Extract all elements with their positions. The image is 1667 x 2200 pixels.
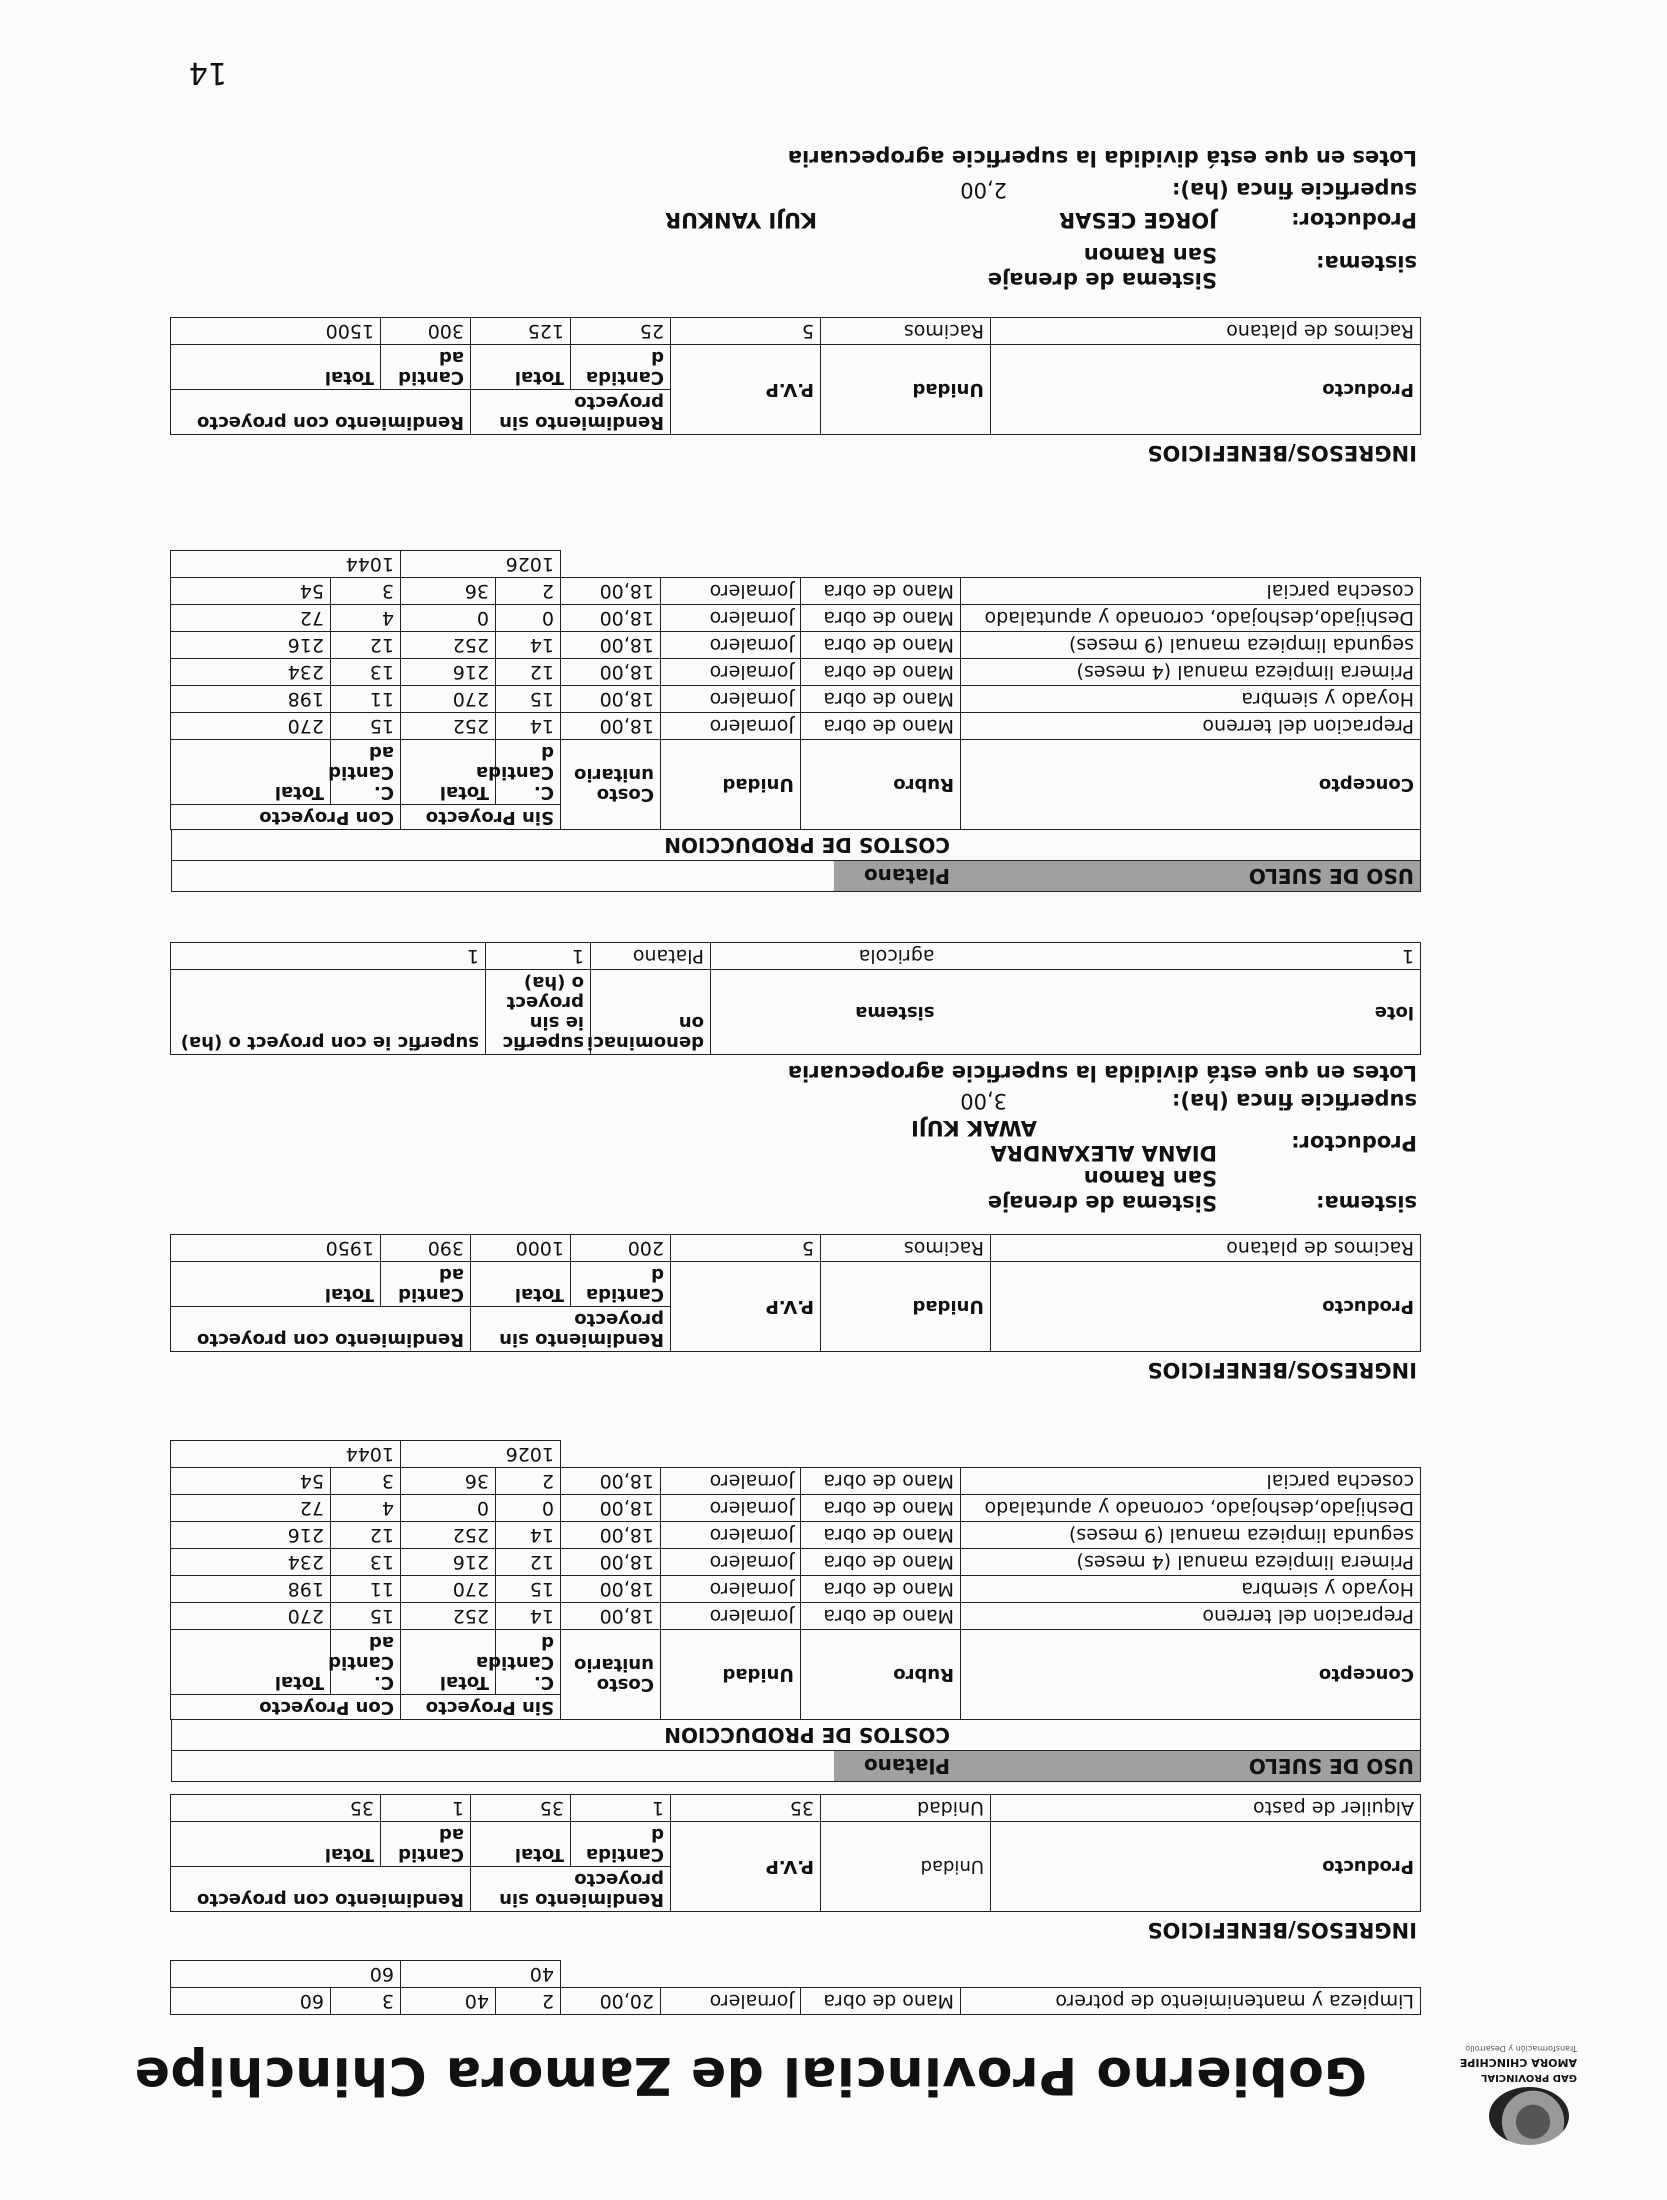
cell-unidad: Jornalero	[661, 1522, 801, 1549]
col-producto: Producto	[991, 1822, 1421, 1912]
cell-t2: 54	[170, 1468, 330, 1495]
cell-costo: 18,00	[561, 605, 661, 632]
col-concepto: Concepto	[961, 740, 1421, 830]
cell-concepto: Prepracion del terreno	[961, 713, 1421, 740]
cell-t1: 1000	[471, 1235, 571, 1262]
cell-unidad: Jornalero	[661, 1576, 801, 1603]
col-sin-proyecto: Sin Proyecto	[400, 1695, 560, 1720]
cell-costo: 18,00	[561, 686, 661, 713]
logo-emblem-icon	[1489, 2087, 1569, 2145]
cell-rubro: Mano de obra	[801, 1468, 961, 1495]
col-total-2: Total	[170, 1262, 380, 1307]
sistema-value: Sistema de drenaje San Ramon	[987, 243, 1217, 292]
cell-t2: 270	[170, 1603, 330, 1630]
cell-producto: Racimos de platano	[991, 318, 1421, 345]
cell-unidad: Jornalero	[661, 1603, 801, 1630]
cell-t1: 36	[400, 578, 495, 605]
costos-band	[171, 829, 1421, 861]
cell-unidad: Unidad	[821, 1795, 991, 1822]
cell-c2: 4	[330, 605, 400, 632]
cell-rubro: Mano de obra	[801, 1522, 961, 1549]
cell-c2: 12	[330, 632, 400, 659]
cell-c1: 14	[496, 632, 561, 659]
cell-c2: 11	[330, 1576, 400, 1603]
cell-unidad: Jornalero	[661, 1549, 801, 1576]
table-header-row	[170, 1695, 1420, 1720]
cell-t2: 216	[170, 1522, 330, 1549]
cell-costo: 18,00	[561, 1495, 661, 1522]
totals-row	[170, 551, 1420, 578]
cell-rubro: Mano de obra	[801, 1576, 961, 1603]
cell-t2: 1500	[170, 318, 380, 345]
cell-t2: 216	[170, 632, 330, 659]
cell-unidad: Jornalero	[661, 1988, 801, 2015]
cell-concepto: Primera limpieza manual (4 meses)	[961, 659, 1421, 686]
cell-c2: 12	[330, 1522, 400, 1549]
cell-t2: 198	[170, 1576, 330, 1603]
col-producto: Producto	[991, 1262, 1421, 1352]
cell-costo: 18,00	[561, 1549, 661, 1576]
table-row	[170, 1576, 1420, 1603]
cost-continuation-table	[170, 1960, 1421, 2015]
cell-unidad: Jornalero	[661, 659, 801, 686]
cell-unidad: Jornalero	[661, 713, 801, 740]
logo-text-line1: GAD PROVINCIAL	[1481, 2072, 1577, 2083]
cell-t1: 252	[400, 1603, 495, 1630]
col-cantidad-2: Cantid ad	[381, 345, 471, 390]
cell-sistema: agricola	[711, 943, 941, 970]
cell-t1: 252	[400, 713, 495, 740]
uso-suelo-band	[171, 1750, 1421, 1782]
cell-c2: 3	[330, 578, 400, 605]
cell-costo: 18,00	[561, 1603, 661, 1630]
cell-c2: 4	[330, 1495, 400, 1522]
ingresos-table-1	[170, 1794, 1421, 1912]
cell-t1: 35	[471, 1795, 571, 1822]
col-total: Total	[471, 345, 571, 390]
col-cantidad: Cantida d	[571, 1262, 671, 1307]
col-pvp: P.V.P	[671, 1822, 821, 1912]
cell-c1: 1	[571, 1795, 671, 1822]
page-number: 14	[188, 55, 227, 90]
cell-t2: 270	[170, 713, 330, 740]
col-pvp: P.V.P	[671, 1262, 821, 1352]
total-con: 1044	[170, 1441, 400, 1468]
col-rend-sin: Rendimiento sin proyecto	[471, 390, 671, 435]
table-header-row	[170, 1867, 1420, 1912]
superficie-label: superficie finca (ha):	[1171, 178, 1417, 202]
totals-row	[171, 1961, 1421, 1988]
cell-producto: Racimos de platano	[991, 1235, 1421, 1262]
cell-producto: Alquiler de pasto	[991, 1795, 1421, 1822]
col-cantidad: Cantida d	[571, 345, 671, 390]
col-t2: Total	[170, 740, 330, 805]
table-row	[170, 1235, 1420, 1262]
cell-c2: 1	[381, 1795, 471, 1822]
col-producto: Producto	[991, 345, 1421, 435]
col-lote: lote	[941, 970, 1421, 1055]
col-c1: C. Cantida d	[496, 740, 561, 805]
sistema-value: Sistema de drenaje San Ramon	[987, 1166, 1217, 1215]
cell-c1: 14	[496, 1603, 561, 1630]
col-c1: C. Cantida d	[496, 1630, 561, 1695]
col-unidad: Unidad	[661, 740, 801, 830]
cell-concepto: Prepracion del terreno	[961, 1603, 1421, 1630]
col-rubro: Rubro	[801, 1630, 961, 1720]
col-rubro: Rubro	[801, 740, 961, 830]
totals-row	[170, 1441, 1420, 1468]
cell-rubro: Mano de obra	[801, 578, 961, 605]
cell-concepto: Deshijado,deshojado, coronado y apuntalado	[961, 1495, 1421, 1522]
cell-unidad: Jornalero	[661, 605, 801, 632]
cell-pvp: 35	[671, 1795, 821, 1822]
cell-c2: 11	[330, 686, 400, 713]
col-con-proyecto: Con Proyecto	[170, 805, 400, 830]
table-row	[171, 943, 1421, 970]
cell-t2: 1950	[170, 1235, 380, 1262]
col-superficie-sin: superfic ie sin proyect o (ha)	[486, 970, 591, 1055]
col-unidad: Unidad	[821, 1822, 991, 1912]
productor-label: Productor:	[1291, 208, 1417, 232]
cell-c1: 14	[496, 713, 561, 740]
cell-c2: 3	[331, 1988, 401, 2015]
superficie-value: 3,00	[960, 1089, 1007, 1113]
total-sin: 40	[401, 1961, 561, 1988]
ingresos-title: INGRESOS/BENEFICIOS	[1147, 1918, 1417, 1942]
table-row	[171, 1988, 1421, 2015]
cell-t2: 72	[170, 605, 330, 632]
table-row	[170, 1549, 1420, 1576]
cell-costo: 18,00	[561, 659, 661, 686]
cell-c2: 15	[330, 713, 400, 740]
col-total-2: Total	[170, 1822, 380, 1867]
cell-c1: 200	[571, 1235, 671, 1262]
cell-c1: 2	[496, 1468, 561, 1495]
cell-unidad: Racimos	[821, 1235, 991, 1262]
col-sin-proyecto: Sin Proyecto	[400, 805, 560, 830]
col-rend-con: Rendimiento con proyecto	[170, 1307, 470, 1352]
cell-t1: 125	[471, 318, 571, 345]
col-concepto: Concepto	[961, 1630, 1421, 1720]
cell-t1: 40	[401, 1988, 496, 2015]
cell-c2: 15	[330, 1603, 400, 1630]
table-row	[170, 578, 1420, 605]
logo-text-line2: AMORA CHINCHIPE	[1459, 2056, 1577, 2069]
cell-concepto: segunda limpieza manual (9 meses)	[961, 1522, 1421, 1549]
col-unidad: Unidad	[661, 1630, 801, 1720]
table-header-row	[170, 805, 1420, 830]
cell-unidad: Jornalero	[661, 686, 801, 713]
total-con: 60	[171, 1961, 401, 1988]
costos-table-1	[170, 1440, 1421, 1720]
cell-t1: 0	[400, 605, 495, 632]
page-title: Gobierno Provincial de Zamora Chinchipe	[134, 2045, 1367, 2105]
superficie-value: 2,00	[960, 178, 1007, 202]
col-unidad: Unidad	[821, 1262, 991, 1352]
lotes-label: Lotes en que está dividida la superficie agropecuaria	[787, 1061, 1417, 1085]
cell-superficie-con: 1	[171, 943, 486, 970]
cell-costo: 18,00	[561, 578, 661, 605]
cell-c1: 0	[496, 1495, 561, 1522]
cell-t1: 252	[400, 632, 495, 659]
cell-c2: 300	[381, 318, 471, 345]
ingresos-title: INGRESOS/BENEFICIOS	[1147, 441, 1417, 465]
cell-c1: 0	[496, 605, 561, 632]
col-costo: Costo unitario	[561, 1630, 661, 1720]
cell-t2: 54	[170, 578, 330, 605]
col-t1: Total	[400, 740, 495, 805]
col-rend-sin: Rendimiento sin proyecto	[471, 1307, 671, 1352]
cell-t1: 270	[400, 1576, 495, 1603]
uso-suelo-band	[171, 860, 1421, 892]
cell-rubro: Mano de obra	[801, 1603, 961, 1630]
cell-t2: 35	[170, 1795, 380, 1822]
cell-lote: 1	[941, 943, 1421, 970]
cell-concepto: Hoyado y siembra	[961, 1576, 1421, 1603]
cell-rubro: Mano de obra	[801, 605, 961, 632]
col-t1: Total	[400, 1630, 495, 1695]
productor-first-name: DIANA ALEXANDRA	[990, 1141, 1217, 1165]
cell-t1: 216	[400, 1549, 495, 1576]
total-con: 1044	[170, 551, 400, 578]
cell-costo: 18,00	[561, 632, 661, 659]
lotes-table	[170, 942, 1421, 1055]
cell-unidad: Jornalero	[661, 632, 801, 659]
uso-suelo-label: USO DE SUELO	[1248, 1754, 1414, 1778]
table-header-row	[170, 1307, 1420, 1352]
col-cantidad: Cantida d	[571, 1822, 671, 1867]
table-row	[170, 318, 1420, 345]
costos-table-2	[170, 550, 1421, 830]
table-row	[170, 659, 1420, 686]
table-header-row	[170, 390, 1420, 435]
uso-suelo-label: USO DE SUELO	[1248, 864, 1414, 888]
total-sin: 1026	[400, 551, 560, 578]
cell-t1: 36	[400, 1468, 495, 1495]
col-c2: C. Cantid ad	[330, 1630, 400, 1695]
cell-c1: 2	[496, 1988, 561, 2015]
col-total: Total	[471, 1822, 571, 1867]
cell-t2: 72	[170, 1495, 330, 1522]
cell-rubro: Mano de obra	[801, 1495, 961, 1522]
col-rend-con: Rendimiento con proyecto	[170, 1867, 470, 1912]
cell-denominacion: Platano	[591, 943, 711, 970]
table-row	[170, 632, 1420, 659]
productor-label: Productor:	[1291, 1131, 1417, 1155]
cell-concepto: segunda limpieza manual (9 meses)	[961, 632, 1421, 659]
productor-first-name: JORGE CESAR	[1058, 208, 1217, 232]
cell-c1: 12	[496, 1549, 561, 1576]
cell-concepto: Limpieza y mantenimiento de potrero	[961, 1988, 1421, 2015]
table-row	[170, 1603, 1420, 1630]
cell-rubro: Mano de obra	[801, 659, 961, 686]
cell-unidad: Jornalero	[661, 578, 801, 605]
col-unidad: Unidad	[821, 345, 991, 435]
cell-c1: 14	[496, 1522, 561, 1549]
cell-c1: 15	[496, 1576, 561, 1603]
costos-band	[171, 1719, 1421, 1751]
col-con-proyecto: Con Proyecto	[170, 1695, 400, 1720]
cell-pvp: 5	[671, 1235, 821, 1262]
cell-unidad: Racimos	[821, 318, 991, 345]
productor-last-name: KUJI YANKUR	[664, 208, 817, 232]
sistema-label: sistema:	[1316, 251, 1417, 275]
cell-rubro: Mano de obra	[801, 713, 961, 740]
col-t2: Total	[170, 1630, 330, 1695]
cell-t2: 60	[171, 1988, 331, 2015]
col-sistema: sistema	[711, 970, 941, 1055]
col-costo: Costo unitario	[561, 740, 661, 830]
cell-costo: 18,00	[561, 1576, 661, 1603]
cell-pvp: 5	[671, 318, 821, 345]
cell-t2: 234	[170, 1549, 330, 1576]
cultivo-label: Platano	[863, 864, 950, 888]
col-total: Total	[471, 1262, 571, 1307]
logo-text-line3: Transformación y Desarrollo	[1465, 2044, 1577, 2053]
table-row	[170, 686, 1420, 713]
cell-c1: 25	[571, 318, 671, 345]
cell-c2: 13	[330, 659, 400, 686]
cell-c2: 3	[330, 1468, 400, 1495]
cell-c2: 13	[330, 1549, 400, 1576]
col-superficie-con: superfic ie con proyect o (ha)	[171, 970, 486, 1055]
table-row	[170, 1522, 1420, 1549]
productor-last-name: AWAK KUJI	[911, 1116, 1037, 1140]
cell-t2: 234	[170, 659, 330, 686]
col-cantidad-2: Cantid ad	[381, 1822, 471, 1867]
cell-c1: 12	[496, 659, 561, 686]
cell-superficie-sin: 1	[486, 943, 591, 970]
cell-costo: 18,00	[561, 1522, 661, 1549]
cell-concepto: Deshijado,deshojado, coronado y apuntalado	[961, 605, 1421, 632]
cell-rubro: Mano de obra	[801, 632, 961, 659]
cell-unidad: Jornalero	[661, 1495, 801, 1522]
table-row	[170, 713, 1420, 740]
table-row	[170, 1495, 1420, 1522]
total-sin: 1026	[400, 1441, 560, 1468]
table-row	[170, 1468, 1420, 1495]
cell-rubro: Mano de obra	[801, 1549, 961, 1576]
lotes-label: Lotes en que está dividida la superficie agropecuaria	[787, 146, 1417, 170]
cell-concepto: cosecha parcial	[961, 1468, 1421, 1495]
costos-label: COSTOS DE PRODUCCION	[664, 833, 950, 857]
col-c2: C. Cantid ad	[330, 740, 400, 805]
cell-concepto: cosecha parcial	[961, 578, 1421, 605]
cell-t1: 252	[400, 1522, 495, 1549]
cell-costo: 20,00	[561, 1988, 661, 2015]
col-denominacion: denominaci on	[591, 970, 711, 1055]
cell-t1: 270	[400, 686, 495, 713]
table-header-row	[171, 970, 1421, 1055]
cell-rubro: Mano de obra	[801, 1988, 961, 2015]
ingresos-table-2	[170, 1234, 1421, 1352]
col-total-2: Total	[170, 345, 380, 390]
superficie-label: superficie finca (ha):	[1171, 1089, 1417, 1113]
cultivo-label: Platano	[863, 1754, 950, 1778]
cell-t1: 0	[400, 1495, 495, 1522]
cell-t1: 216	[400, 659, 495, 686]
cell-concepto: Primera limpieza manual (4 meses)	[961, 1549, 1421, 1576]
ingresos-table-3	[170, 317, 1421, 435]
col-cantidad-2: Cantid ad	[381, 1262, 471, 1307]
cell-t2: 198	[170, 686, 330, 713]
col-rend-con: Rendimiento con proyecto	[170, 390, 470, 435]
cell-costo: 18,00	[561, 713, 661, 740]
ingresos-title: INGRESOS/BENEFICIOS	[1147, 1358, 1417, 1382]
col-rend-sin: Rendimiento sin proyecto	[471, 1867, 671, 1912]
col-pvp: P.V.P	[671, 345, 821, 435]
cell-rubro: Mano de obra	[801, 686, 961, 713]
table-row	[170, 1795, 1420, 1822]
cell-concepto: Hoyado y siembra	[961, 686, 1421, 713]
logo	[1427, 2035, 1577, 2145]
costos-label: COSTOS DE PRODUCCION	[664, 1723, 950, 1747]
cell-unidad: Jornalero	[661, 1468, 801, 1495]
cell-costo: 18,00	[561, 1468, 661, 1495]
cell-c1: 2	[496, 578, 561, 605]
sistema-label: sistema:	[1316, 1191, 1417, 1215]
cell-c2: 390	[381, 1235, 471, 1262]
cell-c1: 15	[496, 686, 561, 713]
table-row	[170, 605, 1420, 632]
